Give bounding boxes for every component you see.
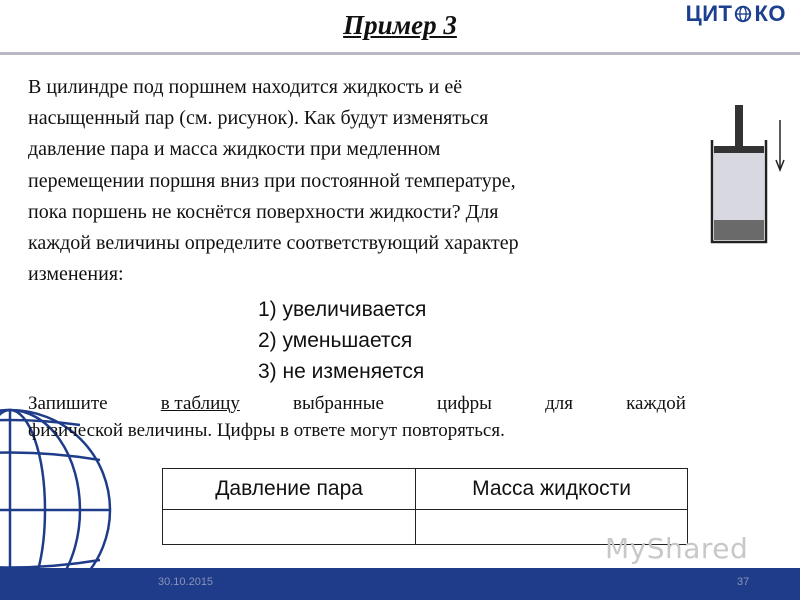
instruction-line-2: физической величины. Цифры в ответе могут повторяться. (28, 420, 505, 441)
piston-rod (735, 105, 743, 150)
problem-line: пока поршень не коснётся поверхности жидкости? Для (28, 200, 499, 223)
header-divider (0, 52, 800, 55)
page-title: Пример 3 (343, 10, 457, 40)
column-header-vapor-pressure: Давление пара (163, 469, 416, 510)
logo-text-right: КО (754, 1, 786, 26)
problem-line: перемещении поршня вниз при постоянной температуре, (28, 169, 516, 192)
table-reference-link: в таблицу (160, 393, 240, 414)
piston-cylinder-figure (708, 100, 788, 250)
instruction-word: для (545, 393, 573, 414)
instruction-word: выбранные (293, 393, 384, 414)
footer-bar (0, 568, 800, 600)
brand-logo (686, 2, 786, 26)
option-item: 2) уменьшается (258, 329, 413, 352)
instruction-text (28, 390, 686, 444)
liquid (714, 220, 764, 240)
problem-line: изменения: (28, 263, 124, 286)
page-number: 37 (737, 576, 750, 588)
answer-cell-vapor-pressure[interactable] (163, 510, 416, 545)
instruction-word: Запишите (28, 393, 108, 414)
footer-date: 30.10.2015 (158, 576, 214, 588)
option-item: 3) не изменяется (258, 360, 425, 383)
answer-options (258, 294, 426, 387)
problem-text (28, 72, 686, 290)
logo-text-left: ЦИТ (685, 1, 733, 26)
instruction-word: каждой (626, 393, 686, 414)
piston-head (714, 146, 764, 153)
saturated-vapor (714, 153, 764, 220)
problem-line: каждой величины определите соответствующий характер (28, 232, 519, 255)
option-item: 1) увеличивается (258, 298, 427, 321)
problem-line: насыщенный пар (см. рисунок). Как будут изменяться (28, 107, 489, 130)
globe-icon (734, 5, 752, 23)
column-header-liquid-mass: Масса жидкости (416, 469, 688, 510)
watermark: MyShared (605, 532, 749, 565)
problem-line: В цилиндре под поршнем находится жидкость и её (28, 76, 463, 98)
problem-line: давление пара и масса жидкости при медленном (28, 138, 441, 161)
instruction-word: цифры (437, 393, 492, 414)
